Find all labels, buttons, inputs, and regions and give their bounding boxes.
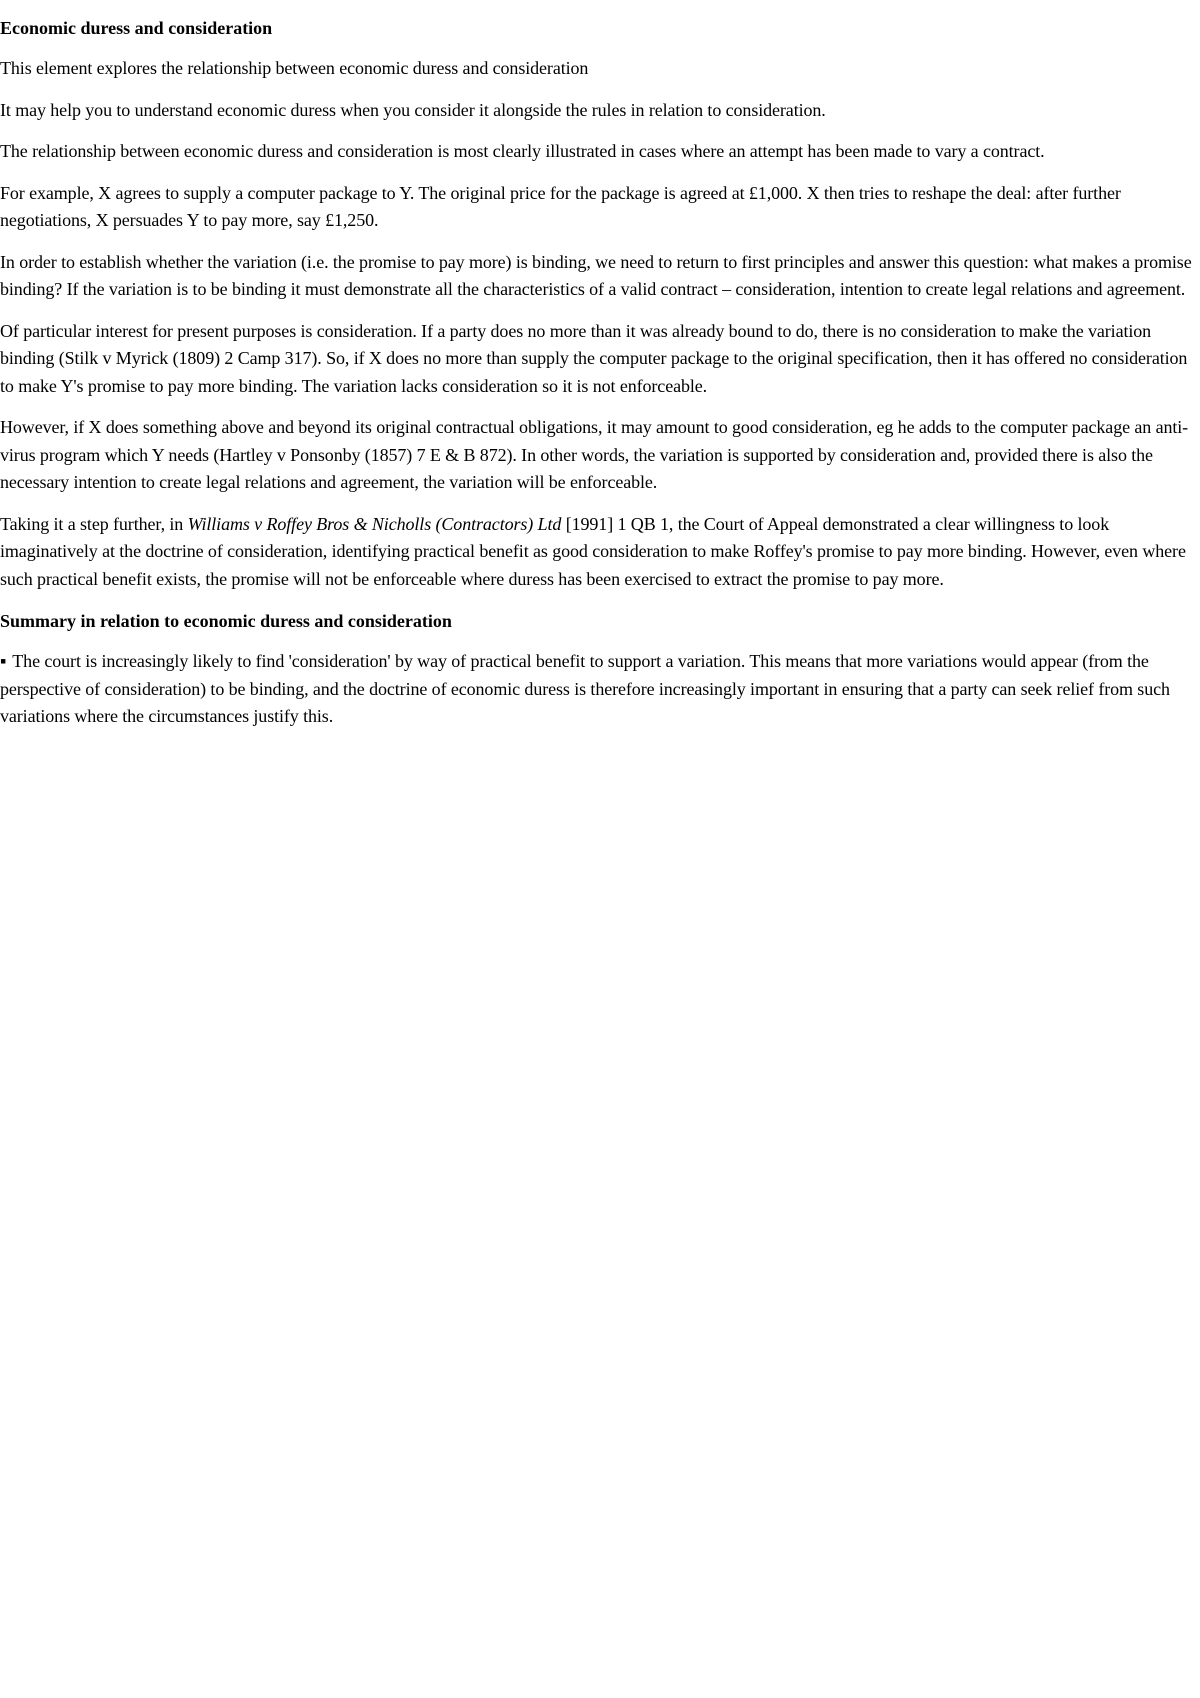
paragraph-stilk-v-myrick: Of particular interest for present purposes is consideration. If a party does no more than it was already bound to do, there is no consideration to make the variation binding (Stilk v Myrick (1809) 2 Camp 317). So, if X does no more than supply the computer package to the original specification, then it has offered no consideration to make Y's promise to pay more binding. The variation lacks consideration so it is not enforceable.	[0, 320, 1188, 396]
paragraph-help: It may help you to understand economic duress when you consider it alongside the rules in relation to consideration.	[0, 99, 826, 120]
paragraph-example: For example, X agrees to supply a computer package to Y. The original price for the package is agreed at £1,000. X then tries to reshape the deal: after further negotiations, X persuades Y to pay more, say £1,250.	[0, 182, 1121, 230]
page-title: Economic duress and consideration	[0, 18, 273, 38]
paragraph-first-principles: In order to establish whether the variation (i.e. the promise to pay more) is binding, we need to return to first principles and answer this question: what makes a promise binding? If the variation is to be binding it must demonstrate all the characteristics of a valid contract – consideration, intention to create legal relations and agreement.	[0, 251, 1192, 299]
paragraph-williams-v-roffey	[0, 511, 1200, 594]
bullet-square-icon: ▪	[0, 651, 7, 671]
summary-list-item	[0, 648, 1200, 731]
case-name-williams-v-roffey: Williams v Roffey Bros & Nicholls (Contractors) Ltd	[187, 513, 562, 534]
summary-heading: Summary in relation to economic duress and consideration	[0, 611, 452, 631]
summary-item-text: The court is increasingly likely to find 'consideration' by way of practical benefit to support a variation. This means that more variations would appear (from the perspective of consideration) to be binding, and the doctrine of economic duress is therefore increasingly important in ensuring that a party can seek relief from such variations where the circumstances justify this.	[0, 651, 1170, 726]
paragraph-relationship: The relationship between economic duress and consideration is most clearly illustrated in cases where an attempt has been made to vary a contract.	[0, 141, 1045, 161]
document	[0, 0, 1200, 731]
paragraph-intro: This element explores the relationship between economic duress and consideration	[0, 58, 589, 78]
williams-text-before: Taking it a step further, in	[0, 513, 188, 534]
williams-text-after: [1991] 1 QB 1, the Court of Appeal demonstrated a clear willingness to look imaginatively at the doctrine of consideration, identifying practical benefit as good consideration to make Roffey's promise to pay more binding. However, even where such practical benefit exists, the promise will not be enforceable where duress has been exercised to extract the promise to pay more.	[0, 513, 1186, 589]
paragraph-hartley-v-ponsonby: However, if X does something above and beyond its original contractual obligations, it may amount to good consideration, eg he adds to the computer package an anti-virus program which Y needs (Hartley v Ponsonby (1857) 7 E & B 872). In other words, the variation is supported by consideration and, provided there is also the necessary intention to create legal relations and agreement, the variation will be enforceable.	[0, 417, 1189, 492]
